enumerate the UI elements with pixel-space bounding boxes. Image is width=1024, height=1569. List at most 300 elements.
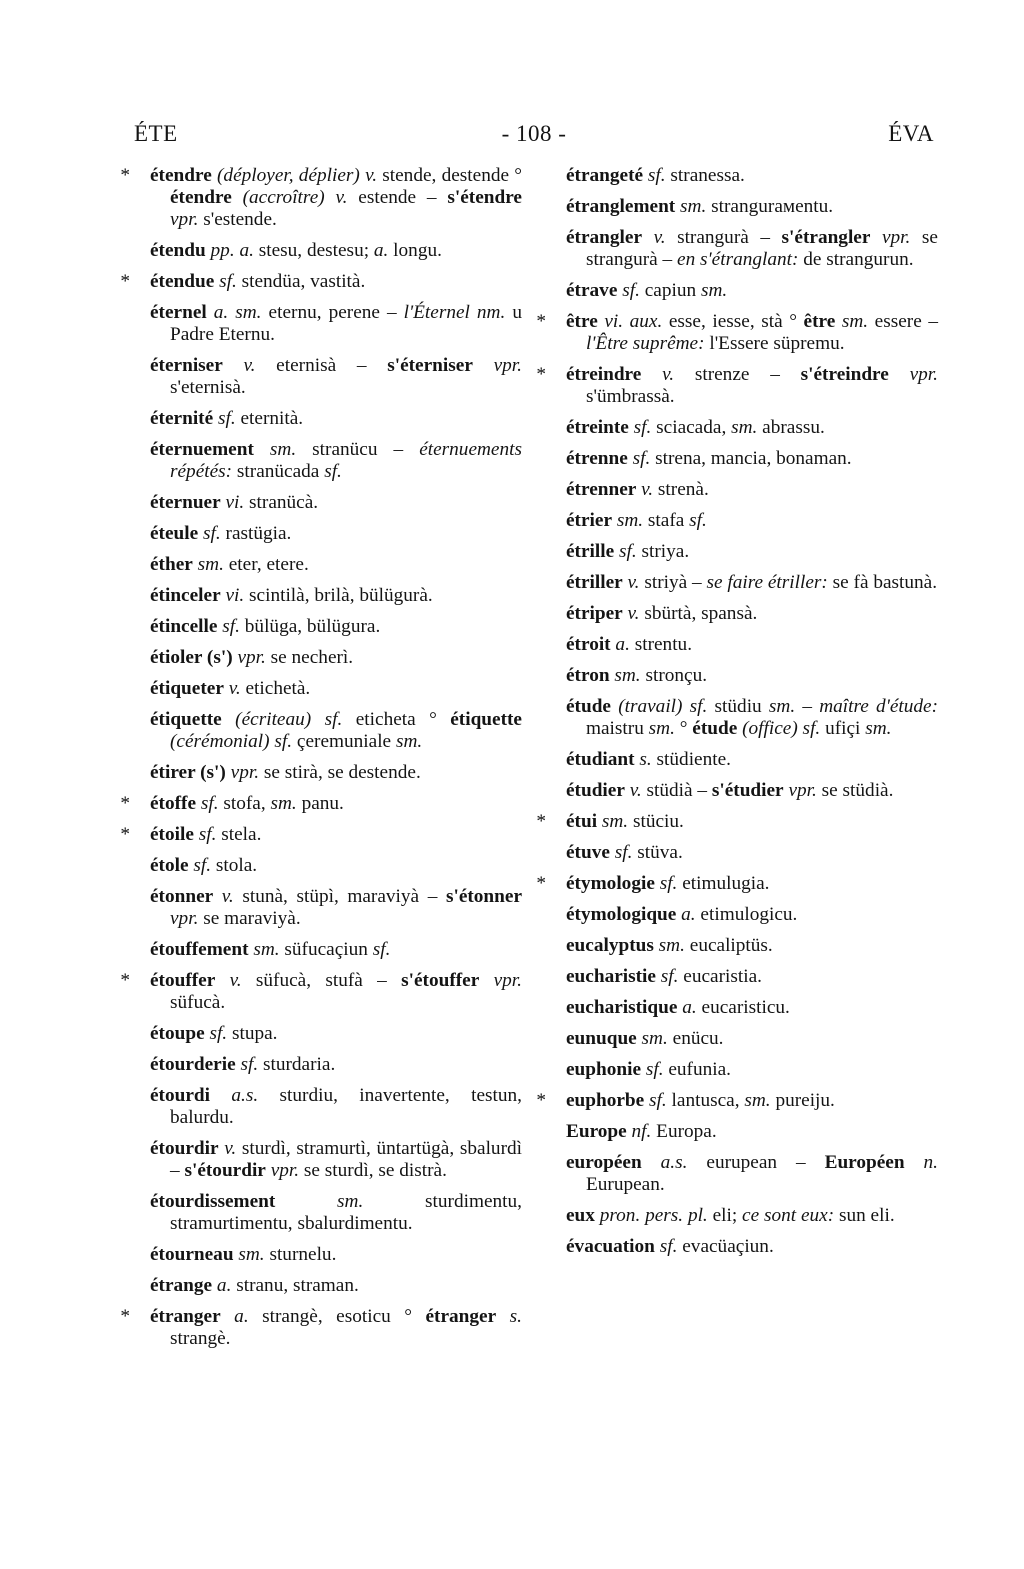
translation-text: sturdì, stramurtì, üntartügà, sbalurdì – bbox=[170, 1138, 522, 1181]
translation-text: strangurамentu. bbox=[706, 196, 834, 217]
headword: être bbox=[566, 311, 598, 332]
headword: étudiant bbox=[566, 749, 635, 770]
headword: être bbox=[803, 311, 836, 332]
translation-text: stela. bbox=[216, 824, 262, 845]
dictionary-entry bbox=[150, 523, 522, 545]
dictionary-entry bbox=[150, 1244, 522, 1266]
dictionary-entry bbox=[120, 165, 522, 231]
translation-text: stafa bbox=[643, 510, 690, 531]
headword: étrille bbox=[566, 541, 615, 562]
headword: étroit bbox=[566, 634, 611, 655]
headword: étranglement bbox=[566, 196, 676, 217]
headword: étymologique bbox=[566, 904, 677, 925]
dictionary-entry bbox=[150, 408, 522, 430]
headword: étuve bbox=[566, 842, 610, 863]
headword: s'éterniser bbox=[387, 355, 473, 376]
headword: s'étouffer bbox=[401, 970, 480, 991]
dictionary-entry bbox=[150, 1054, 522, 1076]
grammar-label: sm. bbox=[233, 1244, 265, 1265]
dictionary-entry bbox=[566, 280, 938, 302]
new-entry-asterisk: * bbox=[120, 165, 130, 186]
translation-text: stendüa, vastità. bbox=[236, 271, 366, 292]
translation-text: se stirà, se destende. bbox=[259, 762, 421, 783]
translation-text: scintilà, brilà, bülügurà. bbox=[244, 585, 433, 606]
headword: éternité bbox=[150, 408, 214, 429]
dictionary-entry bbox=[566, 935, 938, 957]
grammar-label: vpr. bbox=[170, 908, 199, 929]
new-entry-asterisk: * bbox=[120, 271, 130, 292]
new-entry-asterisk: * bbox=[536, 811, 546, 832]
translation-text: stola. bbox=[211, 855, 258, 876]
dictionary-entry bbox=[566, 448, 938, 470]
grammar-label: a. sm. bbox=[206, 302, 262, 323]
grammar-label: sm. bbox=[270, 793, 297, 814]
grammar-label: vpr. bbox=[265, 1160, 300, 1181]
grammar-label: v. bbox=[636, 479, 654, 500]
translation-text: striya. bbox=[636, 541, 690, 562]
dictionary-entry bbox=[566, 696, 938, 740]
headword: eucharistique bbox=[566, 997, 678, 1018]
headword: étourneau bbox=[150, 1244, 234, 1265]
dictionary-entry bbox=[566, 780, 938, 802]
grammar-label: sf. bbox=[372, 939, 391, 960]
dictionary-entry bbox=[150, 355, 522, 399]
grammar-label: ce sont eux: bbox=[742, 1205, 835, 1226]
translation-text: rastügia. bbox=[220, 523, 292, 544]
translation-text: strentu. bbox=[629, 634, 693, 655]
translation-text: strenà. bbox=[653, 479, 709, 500]
headword: s'étrangler bbox=[781, 227, 871, 248]
grammar-label: (écriteau) sf. bbox=[221, 709, 343, 730]
grammar-label: a. bbox=[677, 997, 697, 1018]
grammar-label: a.s. bbox=[641, 1152, 688, 1173]
translation-text: se strangurà – bbox=[586, 227, 938, 270]
new-entry-asterisk: * bbox=[536, 311, 546, 332]
grammar-label: v. bbox=[218, 1138, 237, 1159]
translation-text: stüva. bbox=[632, 842, 683, 863]
headword: étouffement bbox=[150, 939, 249, 960]
grammar-label: sf. bbox=[198, 523, 221, 544]
grammar-label: sf. bbox=[188, 855, 212, 876]
headword: étranger bbox=[425, 1306, 497, 1327]
grammar-label: nf. bbox=[626, 1121, 652, 1142]
grammar-label: vpr. bbox=[170, 209, 199, 230]
dictionary-entry bbox=[566, 904, 938, 926]
grammar-label: pp. a. bbox=[205, 240, 254, 261]
grammar-label: pron. pers. pl. bbox=[594, 1205, 708, 1226]
translation-text: – bbox=[795, 696, 820, 717]
translation-text: eli; bbox=[707, 1205, 743, 1226]
dictionary-entry bbox=[150, 939, 522, 961]
grammar-label: sm. bbox=[612, 510, 644, 531]
translation-text: eternisà – bbox=[255, 355, 388, 376]
translation-text: stesu, destesu; bbox=[253, 240, 374, 261]
headword: étiqueter bbox=[150, 678, 224, 699]
translation-text: eucaristicu. bbox=[696, 997, 790, 1018]
translation-text: stranücada bbox=[232, 461, 325, 482]
translation-text: stüciu. bbox=[628, 811, 684, 832]
translation-text: sciacada, bbox=[651, 417, 732, 438]
translation-text: ° bbox=[429, 709, 451, 730]
dictionary-entry bbox=[150, 709, 522, 753]
grammar-label: sf. bbox=[324, 461, 342, 482]
grammar-label: sm. bbox=[253, 439, 297, 460]
dictionary-entry bbox=[566, 665, 938, 687]
dictionary-entry bbox=[566, 966, 938, 988]
headword: étoffe bbox=[150, 793, 197, 814]
dictionary-entry bbox=[566, 634, 938, 656]
headword: eunuque bbox=[566, 1028, 637, 1049]
running-head bbox=[134, 121, 934, 151]
grammar-label: sm. bbox=[835, 311, 869, 332]
headword: étriper bbox=[566, 603, 623, 624]
headword: étranger bbox=[150, 1306, 221, 1327]
translation-text: eurupean – bbox=[687, 1152, 825, 1173]
grammar-label: (accroître) v. bbox=[231, 187, 348, 208]
dictionary-entry bbox=[536, 811, 938, 833]
translation-text: strena, mancia, bonaman. bbox=[650, 448, 852, 469]
grammar-label: n. bbox=[904, 1152, 939, 1173]
grammar-label: sf. bbox=[235, 1054, 259, 1075]
translation-text: stüdiu bbox=[707, 696, 769, 717]
dictionary-entry bbox=[566, 603, 938, 625]
new-entry-asterisk: * bbox=[120, 793, 130, 814]
grammar-label: sm. bbox=[248, 939, 280, 960]
translation-text: sturnelu. bbox=[264, 1244, 337, 1265]
grammar-label: v. bbox=[215, 970, 242, 991]
translation-text: süfucà. bbox=[170, 992, 226, 1013]
dictionary-entry bbox=[120, 824, 522, 846]
translation-text: stüdiente. bbox=[651, 749, 731, 770]
dictionary-entry bbox=[150, 554, 522, 576]
headword: éternuer bbox=[150, 492, 221, 513]
grammar-label: sf. bbox=[617, 280, 640, 301]
grammar-label: (travail) sf. bbox=[610, 696, 708, 717]
dictionary-entry bbox=[150, 616, 522, 638]
dictionary-entry bbox=[566, 1152, 938, 1196]
dictionary-entry bbox=[150, 439, 522, 483]
dictionary-entry bbox=[150, 855, 522, 877]
grammar-label: sm. bbox=[865, 718, 892, 739]
grammar-label: sm. bbox=[648, 718, 675, 739]
grammar-label: sf. bbox=[643, 165, 666, 186]
dictionary-entry bbox=[566, 479, 938, 501]
grammar-label: vpr. bbox=[225, 762, 260, 783]
header-right-guideword: ÉVA bbox=[888, 121, 934, 146]
grammar-label: sm. bbox=[744, 1090, 771, 1111]
grammar-label: vpr. bbox=[783, 780, 817, 801]
headword: s'étourdir bbox=[184, 1160, 266, 1181]
header-left-guideword: ÉTE bbox=[134, 121, 178, 146]
translation-text: se fà bastunà. bbox=[827, 572, 938, 593]
translation-text: stunà, stüpì, maraviyà – bbox=[233, 886, 446, 907]
grammar-label: sf. bbox=[204, 1023, 228, 1044]
grammar-label: sm. bbox=[731, 417, 758, 438]
dictionary-entry bbox=[120, 271, 522, 293]
new-entry-asterisk: * bbox=[536, 873, 546, 894]
translation-text: s'estende. bbox=[198, 209, 277, 230]
dictionary-entry bbox=[566, 165, 938, 187]
grammar-label: sm. bbox=[597, 811, 629, 832]
dictionary-entry bbox=[150, 647, 522, 669]
headword: étiquette bbox=[450, 709, 522, 730]
translation-text: se maraviyà. bbox=[198, 908, 301, 929]
dictionary-entry bbox=[566, 997, 938, 1019]
translation-text: sturdaria. bbox=[258, 1054, 336, 1075]
grammar-label: vpr. bbox=[479, 970, 522, 991]
dictionary-entry bbox=[566, 541, 938, 563]
dictionary-entry bbox=[150, 1085, 522, 1129]
grammar-label: sf. bbox=[193, 824, 217, 845]
headword: étoupe bbox=[150, 1023, 205, 1044]
grammar-label: sm. bbox=[768, 696, 796, 717]
translation-text: bülüga, bülügura. bbox=[239, 616, 381, 637]
translation-text: eufunia. bbox=[663, 1059, 731, 1080]
translation-text: se necherì. bbox=[265, 647, 354, 668]
translation-text: ufiçi bbox=[820, 718, 866, 739]
grammar-label: sf. bbox=[214, 271, 237, 292]
grammar-label: sm. bbox=[653, 935, 685, 956]
grammar-label: a. bbox=[610, 634, 630, 655]
grammar-label: se faire étriller: bbox=[706, 572, 828, 593]
grammar-label: en s'étranglant: bbox=[677, 249, 799, 270]
headword: étincelle bbox=[150, 616, 218, 637]
translation-text: eucaliptüs. bbox=[684, 935, 773, 956]
grammar-label: v. bbox=[622, 603, 640, 624]
headword: étoile bbox=[150, 824, 194, 845]
headword: étrange bbox=[150, 1275, 213, 1296]
grammar-label: a. bbox=[676, 904, 696, 925]
dictionary-entry bbox=[566, 1205, 938, 1227]
dictionary-entry bbox=[150, 1023, 522, 1045]
translation-text: longu. bbox=[388, 240, 442, 261]
headword: éteule bbox=[150, 523, 199, 544]
translation-text: sbürtà, spansà. bbox=[639, 603, 758, 624]
translation-text: Europa. bbox=[651, 1121, 717, 1142]
grammar-label: a. bbox=[212, 1275, 232, 1296]
grammar-label: a.s. bbox=[209, 1085, 259, 1106]
grammar-label: sf. bbox=[641, 1059, 664, 1080]
translation-text: etimulugia. bbox=[677, 873, 770, 894]
translation-text: stranu, straman. bbox=[231, 1275, 359, 1296]
right-column bbox=[536, 165, 939, 1267]
grammar-label: sf. bbox=[217, 616, 240, 637]
dictionary-entry bbox=[566, 510, 938, 532]
grammar-label: vpr. bbox=[472, 355, 522, 376]
grammar-label: maître d'étude: bbox=[819, 696, 938, 717]
translation-text: Eurupean. bbox=[586, 1174, 665, 1195]
translation-text: de strangurun. bbox=[798, 249, 914, 270]
translation-text: lantusca, bbox=[666, 1090, 745, 1111]
headword: éternuement bbox=[150, 439, 254, 460]
new-entry-asterisk: * bbox=[536, 1090, 546, 1111]
grammar-label: v. bbox=[642, 227, 666, 248]
headword: étendre bbox=[170, 187, 232, 208]
translation-text: etimulogicu. bbox=[695, 904, 798, 925]
headword: Européen bbox=[824, 1152, 905, 1173]
translation-text: ° bbox=[514, 165, 522, 186]
dictionary-entry bbox=[120, 1306, 523, 1350]
translation-text: stronçu. bbox=[640, 665, 708, 686]
headword: éternel bbox=[150, 302, 207, 323]
headword: étinceler bbox=[150, 585, 221, 606]
grammar-label: a. bbox=[220, 1306, 249, 1327]
grammar-label: sm. bbox=[700, 280, 728, 301]
dictionary-entry bbox=[536, 1090, 938, 1112]
grammar-label: vpr. bbox=[870, 227, 911, 248]
translation-text: ° bbox=[404, 1306, 426, 1327]
translation-text: l'Essere süpremu. bbox=[704, 333, 845, 354]
dictionary-entry bbox=[150, 492, 522, 514]
dictionary-entry bbox=[150, 1275, 522, 1297]
headword: étriller bbox=[566, 572, 623, 593]
translation-text: strangè. bbox=[170, 1328, 231, 1349]
headword: étui bbox=[566, 811, 598, 832]
headword: étouffer bbox=[150, 970, 216, 991]
grammar-label: v. bbox=[213, 886, 234, 907]
translation-text: ° bbox=[789, 311, 804, 332]
grammar-label: sf. bbox=[655, 966, 679, 987]
headword: étirer (s') bbox=[150, 762, 226, 783]
headword: euphorbe bbox=[566, 1090, 645, 1111]
new-entry-asterisk: * bbox=[120, 970, 130, 991]
dictionary-entry bbox=[120, 793, 522, 815]
grammar-label: vi. aux. bbox=[597, 311, 663, 332]
grammar-label: sf. bbox=[689, 510, 707, 531]
headword: étudier bbox=[566, 780, 625, 801]
translation-text: stüdià – bbox=[641, 780, 712, 801]
dictionary-entry bbox=[536, 364, 938, 408]
grammar-label: sm. bbox=[675, 196, 707, 217]
grammar-label: sm. bbox=[636, 1028, 668, 1049]
dictionary-entry bbox=[150, 1138, 522, 1182]
headword: étourdir bbox=[150, 1138, 219, 1159]
grammar-label: vpr. bbox=[232, 647, 266, 668]
grammar-label: s. bbox=[634, 749, 652, 770]
translation-text: panu. bbox=[296, 793, 344, 814]
translation-text: sun eli. bbox=[834, 1205, 895, 1226]
translation-text: ° bbox=[674, 718, 693, 739]
translation-text: strangè, esoticu bbox=[248, 1306, 405, 1327]
grammar-label: sm. bbox=[395, 731, 423, 752]
translation-text: süfucà, stufà – bbox=[241, 970, 402, 991]
left-column bbox=[120, 165, 523, 1359]
grammar-label: l'Être suprême: bbox=[586, 333, 705, 354]
translation-text: enücu. bbox=[667, 1028, 724, 1049]
grammar-label: l'Éternel nm. bbox=[403, 302, 506, 323]
dictionary-entry bbox=[150, 302, 522, 346]
headword: étonner bbox=[150, 886, 214, 907]
new-entry-asterisk: * bbox=[120, 1306, 130, 1327]
headword: éterniser bbox=[150, 355, 223, 376]
translation-text: s'ümbrassà. bbox=[586, 386, 675, 407]
dictionary-entry bbox=[566, 749, 938, 771]
translation-text: evacüaçiun. bbox=[677, 1236, 774, 1257]
headword: éther bbox=[150, 554, 193, 575]
headword: étrier bbox=[566, 510, 613, 531]
headword: étrenner bbox=[566, 479, 637, 500]
dictionary-entry bbox=[536, 873, 938, 895]
dictionary-entry bbox=[566, 196, 938, 218]
translation-text: eternu, perene – bbox=[261, 302, 404, 323]
translation-text: çeremuniale bbox=[292, 731, 396, 752]
grammar-label: sf. bbox=[614, 541, 637, 562]
dictionary-entry bbox=[150, 1191, 522, 1235]
headword: étrave bbox=[566, 280, 618, 301]
translation-text: abrassu. bbox=[757, 417, 825, 438]
grammar-label: éternuements répétés: bbox=[170, 439, 522, 482]
grammar-label: sf. bbox=[654, 1236, 678, 1257]
translation-text: esse, iesse, stà bbox=[662, 311, 790, 332]
grammar-label: (cérémonial) sf. bbox=[170, 731, 293, 752]
translation-text: stende, destende bbox=[377, 165, 515, 186]
dictionary-entry bbox=[150, 762, 522, 784]
headword: étourderie bbox=[150, 1054, 236, 1075]
grammar-label: sf. bbox=[644, 1090, 667, 1111]
translation-text: sturdiu, inavertente, testun, balurdu. bbox=[170, 1085, 523, 1128]
headword: étendre bbox=[150, 165, 212, 186]
dictionary-entry bbox=[566, 572, 938, 594]
grammar-label: v. bbox=[222, 355, 256, 376]
headword: étreindre bbox=[566, 364, 642, 385]
headword: étude bbox=[566, 696, 611, 717]
translation-text: estende – bbox=[347, 187, 448, 208]
translation-text: eternità. bbox=[235, 408, 304, 429]
translation-text: stofa, bbox=[218, 793, 271, 814]
grammar-label: sf. bbox=[196, 793, 219, 814]
dictionary-entry bbox=[566, 842, 938, 864]
headword: étioler (s') bbox=[150, 647, 233, 668]
translation-text: sturdimentu, stramurtimentu, sbalurdimentu. bbox=[170, 1191, 522, 1234]
headword: étron bbox=[566, 665, 610, 686]
grammar-label: v. bbox=[223, 678, 241, 699]
dictionary-entry bbox=[566, 1236, 938, 1258]
dictionary-entry bbox=[150, 678, 522, 700]
headword: européen bbox=[566, 1152, 642, 1173]
translation-text: stupa. bbox=[227, 1023, 278, 1044]
translation-text: eter, etere. bbox=[223, 554, 309, 575]
translation-text: strangurà – bbox=[665, 227, 782, 248]
grammar-label: sf. bbox=[654, 873, 678, 894]
grammar-label: sf. bbox=[609, 842, 633, 863]
translation-text: süfucaçiun bbox=[279, 939, 373, 960]
translation-text: stranücu – bbox=[296, 439, 420, 460]
page-number: - 108 - bbox=[501, 121, 567, 146]
dictionary-entry bbox=[120, 970, 522, 1014]
translation-text: eticheta bbox=[342, 709, 430, 730]
headword: étole bbox=[150, 855, 189, 876]
dictionary-entry bbox=[566, 1028, 938, 1050]
new-entry-asterisk: * bbox=[120, 824, 130, 845]
grammar-label: v. bbox=[624, 780, 642, 801]
headword: Europe bbox=[566, 1121, 627, 1142]
grammar-label: sm. bbox=[275, 1191, 364, 1212]
grammar-label: v. bbox=[622, 572, 640, 593]
grammar-label: sf. bbox=[628, 417, 652, 438]
dictionary-entry bbox=[566, 1121, 938, 1143]
headword: étreinte bbox=[566, 417, 629, 438]
headword: étrangeté bbox=[566, 165, 644, 186]
translation-text: s'eternisà. bbox=[170, 377, 246, 398]
translation-text: maistru bbox=[586, 718, 649, 739]
grammar-label: vpr. bbox=[888, 364, 938, 385]
translation-text: pureiju. bbox=[770, 1090, 835, 1111]
translation-text: striyà – bbox=[639, 572, 707, 593]
dictionary-entry bbox=[566, 417, 938, 439]
headword: étendue bbox=[150, 271, 215, 292]
headword: étrenne bbox=[566, 448, 628, 469]
grammar-label: (déployer, déplier) v. bbox=[211, 165, 378, 186]
